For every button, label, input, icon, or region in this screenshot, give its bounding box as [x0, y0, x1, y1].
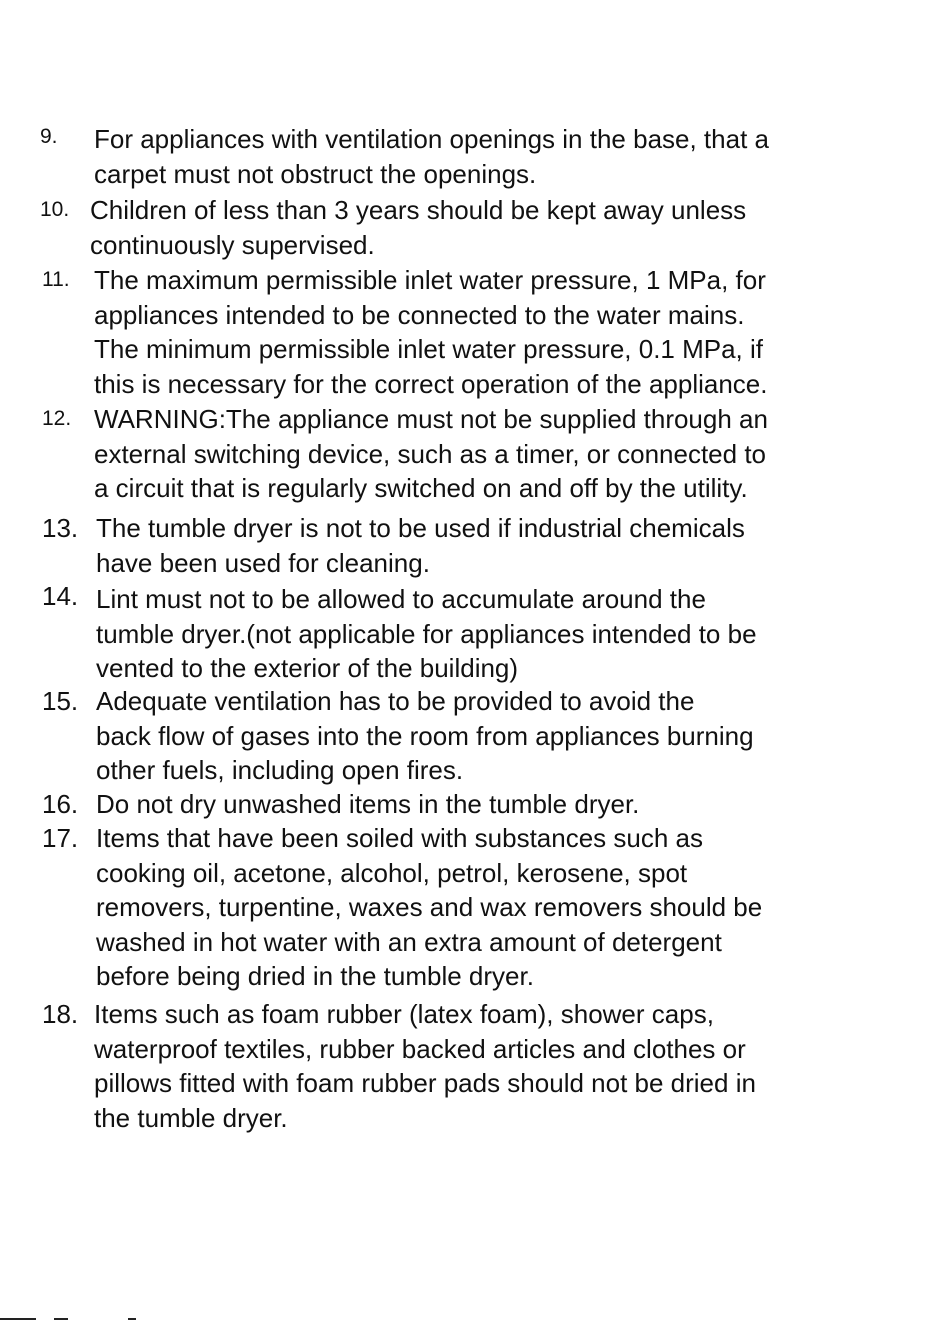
list-item-number: 16. — [42, 789, 79, 819]
list-item-text: Items such as foam rubber (latex foam), shower caps, waterproof textiles, rubber backed articles and clothes or pillows fitted with foam rubber pads should not be dried in the tumble dryer. — [94, 999, 756, 1133]
list-item-text: Lint must not to be allowed to accumulate around the tumble dryer.(not applicable for appliances intended to be vented to the exterior of the building) — [96, 584, 757, 683]
list-item-text: Adequate ventilation has to be provided to avoid the back flow of gases into the room from appliances burning other fuels, including open fires. — [96, 686, 754, 785]
list-item-number: 9. — [40, 125, 58, 148]
list-item-number: 15. — [42, 686, 79, 716]
list-item-number: 13. — [42, 513, 79, 543]
list-item-text: The maximum permissible inlet water pressure, 1 MPa, for appliances intended to be connected to the water mains. The minimum permissible inlet water pressure, 0.1 MPa, if this is necessary for the correct operation of the appliance. — [94, 265, 768, 399]
list-item-number: 18. — [42, 999, 79, 1029]
list-item-text: For appliances with ventilation openings in the base, that a carpet must not obstruct the openings. — [94, 124, 769, 189]
list-item-number: 10. — [40, 198, 70, 221]
list-item-text: Do not dry unwashed items in the tumble dryer. — [96, 789, 640, 819]
list-item-text: WARNING:The appliance must not be supplied through an external switching device, such as a timer, or connected to a circuit that is regularly switched on and off by the utility. — [94, 404, 768, 503]
list-item-number: 17. — [42, 823, 79, 853]
list-item-text: Children of less than 3 years should be kept away unless continuously supervised. — [90, 195, 747, 260]
list-item-number: 12. — [42, 407, 72, 430]
footer-divider — [128, 1318, 136, 1320]
footer-divider — [0, 1318, 36, 1320]
list-item-text: Items that have been soiled with substances such as cooking oil, acetone, alcohol, petrol, kerosene, spot removers, turpentine, waxes and wax removers should be washed in hot water with an extra amount of detergent before being dried in the tumble dryer. — [96, 823, 763, 991]
list-item-number: 14. — [42, 581, 79, 611]
footer-divider — [54, 1318, 68, 1320]
list-item-number: 11. — [42, 268, 70, 291]
list-item-text: The tumble dryer is not to be used if industrial chemicals have been used for cleaning. — [96, 513, 745, 578]
